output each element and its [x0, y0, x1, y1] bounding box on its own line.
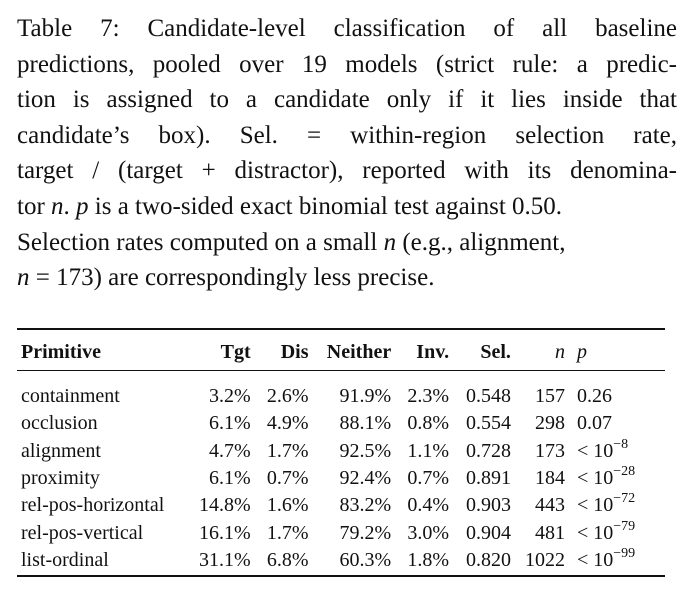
cell-n: 481 — [534, 521, 565, 544]
caption-line: tion is assigned to a candidate only if it lies inside that — [17, 86, 677, 114]
cell-tgt: 16.1% — [198, 521, 251, 544]
cell-dis: 1.6% — [266, 494, 309, 517]
cell-p — [565, 547, 665, 574]
cell-neither: 91.9% — [339, 385, 392, 408]
table-row — [17, 519, 665, 546]
cell-p — [565, 492, 665, 519]
cell-primitive: alignment — [21, 439, 101, 462]
cell-n: 173 — [534, 439, 565, 462]
header-sel: Sel. — [480, 340, 511, 363]
data-table — [17, 328, 665, 574]
cell-tgt: 3.2% — [208, 385, 251, 408]
p-exponent: −79 — [613, 518, 636, 534]
p-base: 10 — [593, 548, 614, 571]
caption-text: tor — [17, 192, 52, 220]
cell-sel: 0.554 — [465, 412, 511, 435]
cell-dis: 4.9% — [266, 412, 309, 435]
cell-inv: 0.4% — [407, 494, 450, 517]
cell-sel: 0.903 — [465, 494, 511, 517]
table-caption — [17, 11, 677, 296]
cell-p — [565, 519, 665, 546]
cell-tgt: 31.1% — [198, 548, 251, 571]
cell-n: 298 — [534, 412, 565, 435]
table-row — [17, 438, 665, 465]
caption-math: p — [76, 192, 89, 220]
cell-neither: 92.5% — [339, 439, 392, 462]
cell-neither: 79.2% — [339, 521, 392, 544]
table-row — [17, 410, 665, 437]
p-less-than: < — [576, 494, 589, 517]
cell-dis: 1.7% — [266, 521, 309, 544]
p-less-than: < — [576, 548, 589, 571]
cell-inv: 1.1% — [407, 439, 450, 462]
cell-primitive: proximity — [21, 467, 100, 490]
table-row — [17, 547, 665, 574]
cell-primitive: occlusion — [21, 412, 98, 435]
cell-sel: 0.891 — [465, 467, 511, 490]
table-header-row — [17, 328, 665, 372]
header-primitive: Primitive — [21, 340, 101, 363]
caption-text: . — [63, 192, 77, 220]
cell-inv: 2.3% — [407, 385, 450, 408]
cell-sel: 0.820 — [465, 548, 511, 571]
table-body — [17, 372, 665, 574]
cell-p — [565, 372, 665, 410]
caption-line — [17, 189, 677, 225]
cell-dis: 6.8% — [266, 548, 309, 571]
cell-inv: 1.8% — [407, 548, 450, 571]
caption-text: = 173) are correspondingly less precise. — [29, 264, 435, 292]
cell-primitive: list-ordinal — [21, 548, 109, 571]
cell-p — [565, 465, 665, 492]
caption-line — [17, 260, 677, 296]
caption-text: is a two-sided exact binomial test against 0.50. — [88, 192, 563, 220]
p-base: 10 — [593, 494, 614, 517]
table-row — [17, 492, 665, 519]
cell-neither: 60.3% — [339, 548, 392, 571]
p-base: 0.26 — [576, 385, 612, 408]
caption-line: Table 7: Candidate-level classification of all baseline — [17, 15, 677, 42]
cell-dis: 1.7% — [266, 439, 309, 462]
caption-math: n — [17, 264, 30, 292]
p-exponent: −8 — [613, 436, 629, 452]
cell-dis: 2.6% — [266, 385, 309, 408]
table-row — [17, 372, 665, 410]
cell-p — [565, 410, 665, 437]
cell-inv: 3.0% — [407, 521, 450, 544]
header-dis: Dis — [280, 340, 309, 363]
p-less-than: < — [576, 521, 589, 544]
table-bottom-rule — [17, 575, 665, 577]
p-base: 10 — [593, 467, 614, 490]
p-exponent: −28 — [613, 464, 636, 480]
cell-tgt: 6.1% — [208, 412, 251, 435]
p-base: 0.07 — [576, 412, 612, 435]
cell-neither: 92.4% — [339, 467, 392, 490]
p-exponent: −99 — [613, 545, 636, 561]
cell-tgt: 14.8% — [198, 494, 251, 517]
cell-sel: 0.728 — [465, 439, 511, 462]
cell-tgt: 6.1% — [208, 467, 251, 490]
caption-math: n — [51, 192, 64, 220]
cell-dis: 0.7% — [266, 467, 309, 490]
caption-math: n — [383, 228, 397, 256]
cell-neither: 83.2% — [339, 494, 392, 517]
cell-n: 184 — [534, 467, 565, 490]
cell-tgt: 4.7% — [208, 439, 251, 462]
caption-line: predictions, pooled over 19 models (strict rule: a predic- — [17, 50, 677, 78]
header-p: p — [576, 340, 587, 363]
cell-p — [565, 438, 665, 465]
cell-sel: 0.548 — [465, 385, 511, 408]
p-less-than: < — [576, 467, 589, 490]
caption-line — [17, 225, 677, 261]
caption-text: (e.g., alignment, — [396, 228, 566, 256]
cell-inv: 0.7% — [407, 467, 450, 490]
cell-inv: 0.8% — [407, 412, 450, 435]
header-tgt: Tgt — [220, 340, 251, 363]
p-exponent: −72 — [613, 491, 636, 507]
p-base: 10 — [593, 521, 614, 544]
cell-primitive: containment — [21, 385, 120, 408]
cell-primitive: rel-pos-horizontal — [21, 494, 165, 517]
caption-text: Selection rates computed on a small — [17, 228, 384, 256]
caption-line: target / (target + distractor), reported with its denomina- — [17, 157, 677, 185]
header-n: n — [554, 340, 565, 363]
cell-primitive: rel-pos-vertical — [21, 521, 144, 544]
cell-n: 1022 — [524, 548, 565, 571]
cell-n: 443 — [534, 494, 565, 517]
p-base: 10 — [593, 439, 614, 462]
header-inv: Inv. — [416, 340, 450, 363]
cell-n: 157 — [534, 385, 565, 408]
caption-line: candidate’s box). Sel. = within-region selection rate, — [17, 121, 677, 149]
cell-neither: 88.1% — [339, 412, 392, 435]
table-row — [17, 465, 665, 492]
header-neither: Neither — [326, 340, 392, 363]
cell-sel: 0.904 — [465, 521, 511, 544]
p-less-than: < — [576, 439, 589, 462]
